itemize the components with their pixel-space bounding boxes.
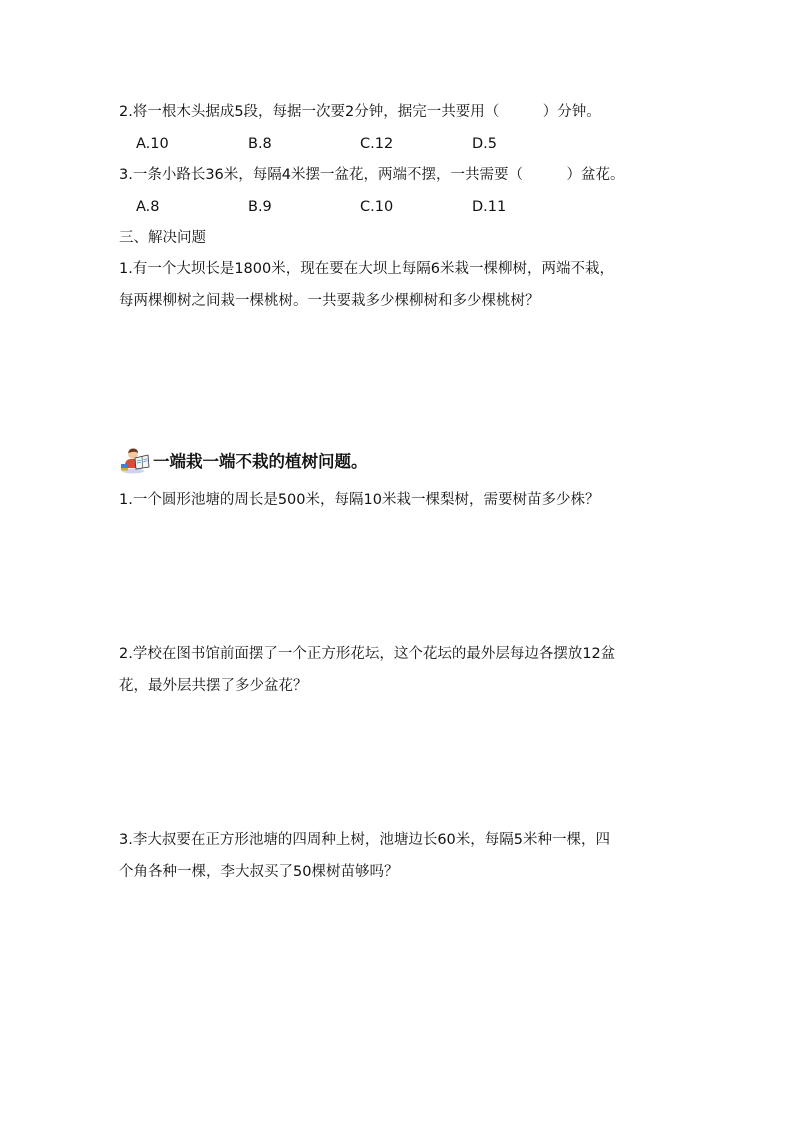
option-b: B.8 xyxy=(248,136,272,152)
option-b: B.9 xyxy=(248,199,272,215)
question-2-text: 2.将一根木头据成5段，每据一次要2分钟，据完一共要用（ ）分钟。 xyxy=(119,104,601,120)
section-3-question-1-line-2: 每两棵柳树之间栽一棵桃树。一共要栽多少棵柳树和多少棵桃树？ xyxy=(119,293,540,309)
option-c: C.12 xyxy=(360,136,394,152)
question-2-options xyxy=(136,134,584,154)
question-3-options xyxy=(136,197,584,217)
section-4-question-1: 1.一个圆形池塘的周长是500米，每隔10米栽一棵梨树，需要树苗多少株？ xyxy=(119,492,600,508)
option-d: D.11 xyxy=(472,199,507,215)
section-4-question-2-line-2: 花，最外层共摆了多少盆花？ xyxy=(119,678,308,694)
section-3-question-1-line-1: 1.有一个大坝长是1800米，现在要在大坝上每隔6米栽一棵柳树，两端不栽， xyxy=(119,261,614,277)
option-a: A.8 xyxy=(136,199,160,215)
section-4-question-2-line-1: 2.学校在图书馆前面摆了一个正方形花坛，这个花坛的最外层每边各摆放12盆 xyxy=(119,646,616,662)
option-d: D.5 xyxy=(472,136,497,152)
section-4-question-3-line-1: 3.李大叔要在正方形池塘的四周种上树，池塘边长60米，每隔5米种一棵，四 xyxy=(119,832,611,848)
section-4-title xyxy=(121,446,368,474)
section-4-question-3-line-2: 个角各种一棵，李大叔买了50棵树苗够吗？ xyxy=(119,864,399,880)
question-3-text: 3.一条小路长36米，每隔4米摆一盆花，两端不摆，一共需要（ ）盆花。 xyxy=(119,167,625,183)
option-a: A.10 xyxy=(136,136,169,152)
option-c: C.10 xyxy=(360,199,394,215)
section-3-heading: 三、解决问题 xyxy=(119,230,206,246)
child-reading-book-icon xyxy=(121,446,151,474)
section-4-title-text: 一端栽一端不栽的植树问题。 xyxy=(153,452,368,471)
